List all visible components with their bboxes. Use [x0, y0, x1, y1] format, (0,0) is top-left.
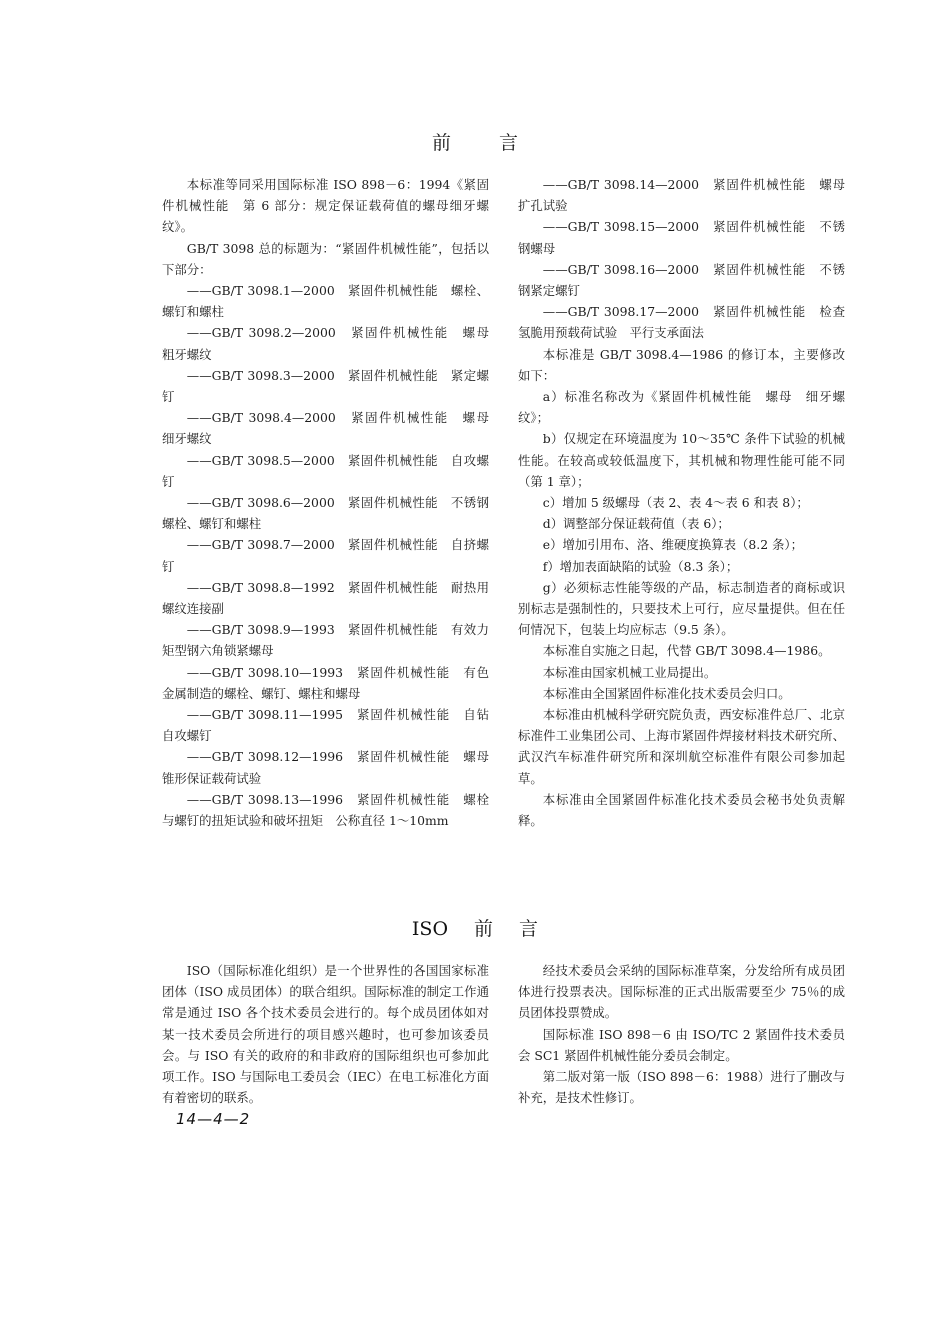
- paragraph: 本标准由全国紧固件标准化技术委员会秘书处负责解释。: [518, 791, 845, 829]
- paragraph: 本标准自实施之日起，代替 GB/T 3098.4—1986。: [542, 643, 831, 659]
- list-item: ——GB/T 3098.11—1995 紧固件机械性能 自钻自攻螺钉: [162, 707, 489, 744]
- list-item: ——GB/T 3098.15—2000 紧固件机械性能 不锈钢螺母: [518, 219, 845, 256]
- paragraph: 本标准是 GB/T 3098.4—1986 的修订本，主要修改如下：: [518, 346, 845, 383]
- paragraph: 国际标准 ISO 898－6 由 ISO/TC 2 紧固件技术委员会 SC1 紧固件机械性能分委员会制定。: [518, 1026, 845, 1063]
- list-item: b）仅规定在环境温度为 10～35℃ 条件下试验的机械性能。在较高或较低温度下，其机械和物理性能可能不同（第 1 章）；: [518, 431, 845, 489]
- list-item: ——GB/T 3098.7—2000 紧固件机械性能 自挤螺钉: [162, 537, 489, 574]
- list-item: g）必须标志性能等级的产品，标志制造者的商标或识别标志是强制性的，只要技术上可行，应尽量提供。但在任何情况下，包装上均应标志（9.5 条）。: [518, 579, 845, 638]
- list-item: ——GB/T 3098.1—2000 紧固件机械性能 螺栓、螺钉和螺柱: [162, 283, 489, 320]
- page-number: 14—4—2: [176, 1110, 251, 1128]
- foreword-title: [0, 128, 950, 155]
- list-item: ——GB/T 3098.2—2000 紧固件机械性能 螺母 粗牙螺纹: [162, 325, 502, 362]
- iso-foreword-title-char-1: 前: [474, 918, 494, 940]
- list-item: ——GB/T 3098.8—1992 紧固件机械性能 耐热用螺纹连接副: [162, 579, 489, 617]
- list-item: ——GB/T 3098.9—1993 紧固件机械性能 有效力矩型钢六角锁紧螺母: [162, 622, 489, 659]
- paragraph: ISO（国际标准化组织）是一个世界性的各国国家标准团体（ISO 成员团体）的联合组织。国际标准的制定工作通常是通过 ISO 各个技术委员会进行的。每个成员团体如对某一技术委员会所进行的项目感兴趣时，也可参加该委员会。与 ISO 有关的政府的和非政府的国际组织也可参加此项工作。ISO 与国际电工委员会（IEC）在电工标准化方面有着密切的联系。: [162, 963, 489, 1106]
- paragraph: 经技术委员会采纳的国际标准草案，分发给所有成员团体进行投票表决。国际标准的正式出版需要至少 75％的成员团体投票赞成。: [518, 963, 845, 1021]
- paragraph: 本标准由全国紧固件标准化技术委员会归口。: [542, 685, 791, 701]
- list-item: ——GB/T 3098.3—2000 紧固件机械性能 紧定螺钉: [162, 367, 489, 405]
- list-item: ——GB/T 3098.12—1996 紧固件机械性能 螺母锥形保证载荷试验: [162, 749, 489, 786]
- foreword-left-column: [162, 174, 502, 831]
- list-item: ——GB/T 3098.14—2000 紧固件机械性能 螺母扩孔试验: [518, 177, 845, 214]
- list-item: c）增加 5 级螺母（表 2、表 4～表 6 和表 8）；: [542, 495, 809, 511]
- foreword-title-char-1: 前: [431, 132, 451, 154]
- list-item: ——GB/T 3098.10—1993 紧固件机械性能 有色金属制造的螺栓、螺钉、螺柱和螺母: [162, 664, 489, 701]
- list-item: ——GB/T 3098.5—2000 紧固件机械性能 自攻螺钉: [162, 452, 489, 489]
- list-item: ——GB/T 3098.16—2000 紧固件机械性能 不锈钢紧定螺钉: [518, 261, 845, 299]
- paragraph: 第二版对第一版（ISO 898－6：1988）进行了删改与补充，是技术性修订。: [518, 1069, 845, 1106]
- list-item: ——GB/T 3098.17—2000 紧固件机械性能 检查氢脆用预载荷试验 平行支承面法: [518, 304, 845, 341]
- list-item: ——GB/T 3098.6—2000 紧固件机械性能 不锈钢螺栓、螺钉和螺柱: [162, 495, 489, 532]
- paragraph: 本标准由机械科学研究院负责，西安标准件总厂、北京标准件工业集团公司、上海市紧固件焊接材料技术研究所、武汉汽车标准件研究所和深圳航空标准件有限公司参加起草。: [518, 707, 845, 786]
- iso-foreword-title-prefix: ISO: [411, 918, 449, 940]
- foreword-right-column: [518, 174, 845, 831]
- list-item: ——GB/T 3098.13—1996 紧固件机械性能 螺栓与螺钉的扭矩试验和破坏扭矩 公称直径 1～10mm: [162, 791, 489, 829]
- foreword-title-char-2: 言: [499, 132, 519, 154]
- paragraph: 本标准由国家机械工业局提出。: [542, 664, 717, 680]
- paragraph: GB/T 3098 总的标题为：“紧固件机械性能”，包括以下部分：: [162, 240, 489, 277]
- list-item: ——GB/T 3098.4—2000 紧固件机械性能 螺母 细牙螺纹: [162, 410, 502, 447]
- list-item: d）调整部分保证载荷值（表 6）；: [542, 516, 730, 532]
- paragraph: 本标准等同采用国际标准 ISO 898－6：1994《紧固件机械性能 第 6 部分：规定保证载荷值的螺母细牙螺纹》。: [162, 177, 489, 235]
- iso-foreword-title-char-2: 言: [519, 918, 539, 940]
- list-item: f）增加表面缺陷的试验（8.3 条）；: [542, 558, 739, 574]
- list-item: e）增加引用布、洛、维硬度换算表（8.2 条）；: [542, 537, 803, 553]
- list-item: a）标准名称改为《紧固件机械性能 螺母 细牙螺纹》；: [518, 389, 845, 426]
- iso-foreword-title: [0, 914, 950, 941]
- iso-foreword-right-column: [518, 960, 845, 1108]
- iso-foreword-left-column: [162, 960, 489, 1108]
